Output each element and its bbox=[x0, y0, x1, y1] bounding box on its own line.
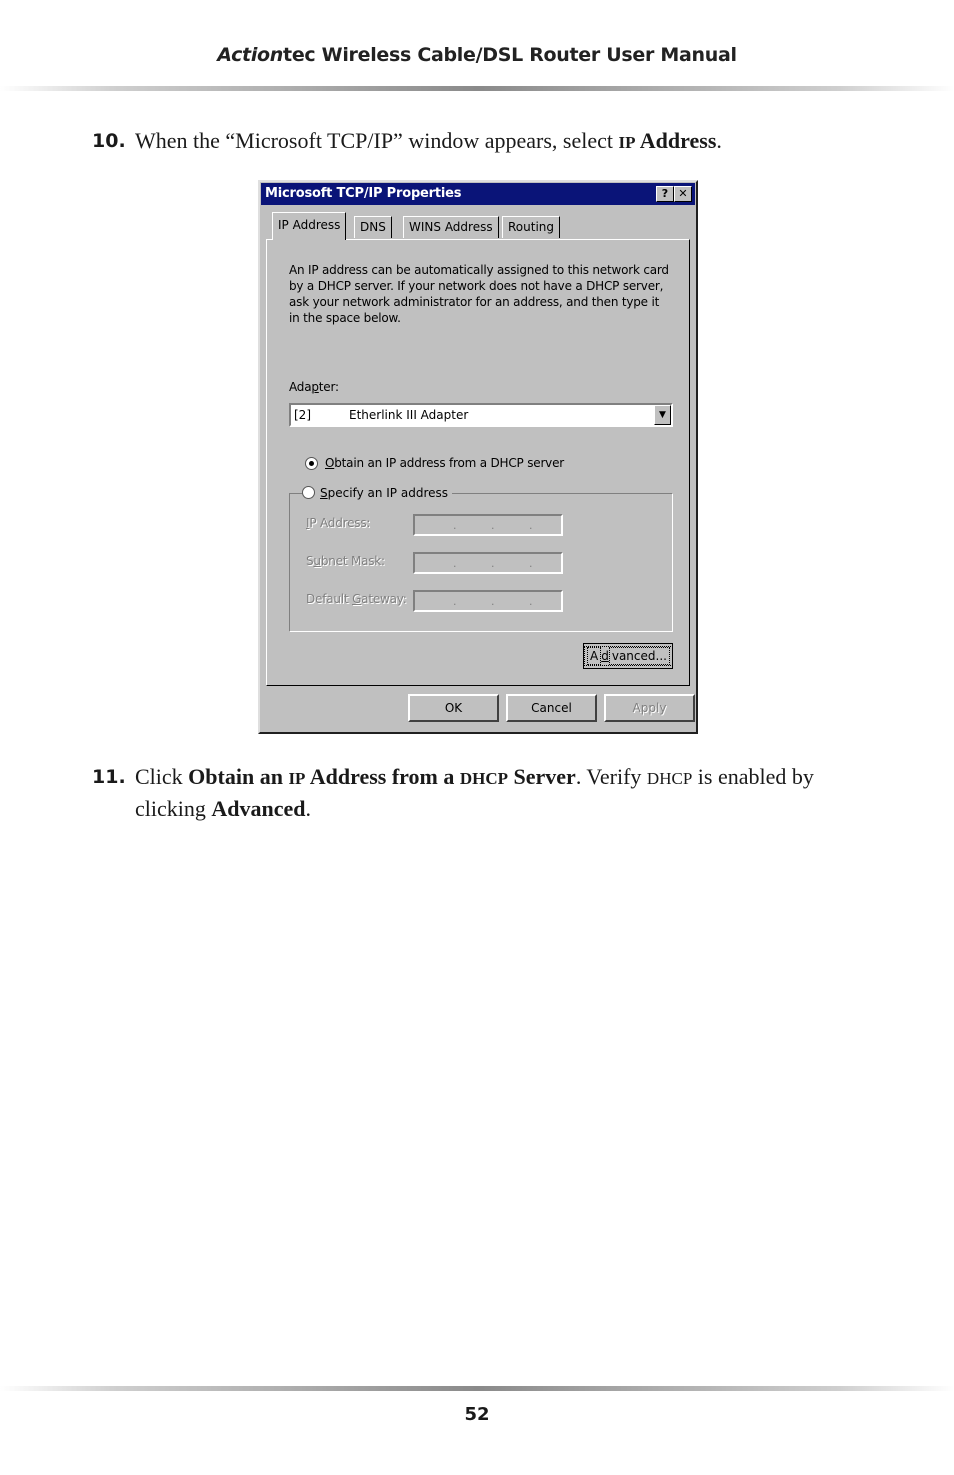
step-text-bold: Address bbox=[635, 128, 717, 153]
apply-button[interactable]: Apply bbox=[604, 694, 695, 722]
step-text-part: When the “Microsoft TCP/IP” window appears, select bbox=[135, 128, 619, 153]
ip-dot: . bbox=[491, 595, 495, 608]
step-number: 11. bbox=[92, 766, 126, 788]
ip-dot: . bbox=[453, 519, 457, 532]
ip-dot: . bbox=[529, 595, 533, 608]
label-part: vanced... bbox=[609, 647, 670, 665]
ip-dot: . bbox=[453, 557, 457, 570]
ip-address-label bbox=[306, 516, 370, 530]
label-part: P Address: bbox=[309, 516, 371, 530]
tab-ip-address[interactable]: IP Address bbox=[272, 212, 346, 240]
ip-dot: . bbox=[491, 519, 495, 532]
ip-dot: . bbox=[529, 519, 533, 532]
step-text-bold: Server bbox=[508, 764, 576, 789]
label-part: ateway: bbox=[361, 592, 407, 606]
step-text-part: DHCP bbox=[646, 769, 693, 788]
dialog-title: Microsoft TCP/IP Properties bbox=[265, 186, 462, 201]
step-text-bold: DHCP bbox=[459, 769, 509, 788]
adapter-select[interactable] bbox=[289, 403, 673, 427]
footer-rule bbox=[0, 1386, 954, 1391]
label-mnemonic: I bbox=[306, 516, 310, 530]
step-text-part: . bbox=[716, 128, 722, 153]
specify-ip-option[interactable] bbox=[302, 483, 452, 503]
ip-address-input[interactable] bbox=[413, 514, 563, 536]
header-rule bbox=[0, 86, 954, 91]
adapter-index: [2] bbox=[294, 408, 311, 422]
help-button[interactable]: ? bbox=[656, 186, 674, 202]
label-mnemonic: G bbox=[352, 592, 362, 606]
step-text-part: is enabled by clicking bbox=[135, 764, 814, 821]
default-gateway-label bbox=[306, 592, 407, 606]
step-text-bold: Advanced bbox=[211, 796, 306, 821]
obtain-ip-radio[interactable] bbox=[305, 457, 318, 470]
header-brand: Action bbox=[217, 44, 284, 66]
page-number: 52 bbox=[464, 1404, 490, 1425]
step-10 bbox=[92, 126, 882, 158]
advanced-button[interactable] bbox=[583, 643, 673, 669]
label-mnemonic: d bbox=[601, 649, 609, 663]
subnet-mask-input[interactable] bbox=[413, 552, 563, 574]
step-11 bbox=[92, 762, 882, 824]
specify-ip-label: pecify an IP address bbox=[327, 486, 448, 500]
dialog-titlebar bbox=[261, 183, 695, 205]
step-text-bold: IP bbox=[288, 769, 306, 788]
tab-dns[interactable]: DNS bbox=[354, 216, 392, 238]
default-gateway-input[interactable] bbox=[413, 590, 563, 612]
subnet-mask-label bbox=[306, 554, 385, 568]
step-text-part: . Verify bbox=[575, 764, 647, 789]
adapter-name: Etherlink III Adapter bbox=[349, 408, 469, 422]
label-part: A bbox=[587, 647, 601, 665]
label-part: btain an IP address from a DHCP server bbox=[334, 456, 564, 470]
step-text-part: Click bbox=[135, 764, 189, 789]
label-part: bnet Mask: bbox=[320, 554, 385, 568]
obtain-ip-label[interactable] bbox=[325, 456, 564, 470]
label-part: ter: bbox=[318, 380, 339, 394]
ok-button[interactable]: OK bbox=[408, 694, 499, 722]
running-header bbox=[0, 44, 954, 66]
step-text bbox=[135, 126, 882, 158]
tab-routing[interactable]: Routing bbox=[502, 216, 560, 238]
step-text-part: . bbox=[305, 796, 311, 821]
label-mnemonic: S bbox=[320, 486, 328, 500]
step-text bbox=[135, 762, 882, 824]
step-text-bold: Obtain an bbox=[188, 764, 289, 789]
specify-ip-groupbox bbox=[289, 486, 673, 632]
close-button[interactable]: ✕ bbox=[674, 186, 692, 202]
header-title: tec Wireless Cable/DSL Router User Manual bbox=[283, 44, 737, 66]
adapter-label bbox=[289, 380, 339, 394]
advanced-button-label bbox=[584, 646, 673, 666]
chevron-down-icon[interactable]: ▼ bbox=[654, 405, 671, 425]
step-number: 10. bbox=[92, 130, 126, 152]
label-mnemonic: O bbox=[325, 456, 335, 470]
step-text-bold: IP bbox=[618, 133, 636, 152]
label-part: Ada bbox=[289, 380, 312, 394]
label-part: Default bbox=[306, 592, 353, 606]
step-text-bold: Address from a bbox=[305, 764, 460, 789]
label-part: S bbox=[306, 554, 314, 568]
cancel-button[interactable]: Cancel bbox=[506, 694, 597, 722]
specify-ip-radio[interactable] bbox=[302, 486, 315, 499]
label-mnemonic: p bbox=[311, 380, 319, 394]
tcpip-properties-dialog bbox=[258, 180, 698, 734]
ip-dot: . bbox=[529, 557, 533, 570]
ip-dot: . bbox=[491, 557, 495, 570]
label-mnemonic: u bbox=[313, 554, 321, 568]
tab-wins-address[interactable]: WINS Address bbox=[403, 216, 499, 238]
intro-text: An IP address can be automatically assigned to this network card by a DHCP server. If your network does not have a DHCP server, ask your network administrator for an address, and then type it in the space below. bbox=[289, 263, 669, 325]
ip-dot: . bbox=[453, 595, 457, 608]
ip-address-panel bbox=[266, 239, 690, 686]
